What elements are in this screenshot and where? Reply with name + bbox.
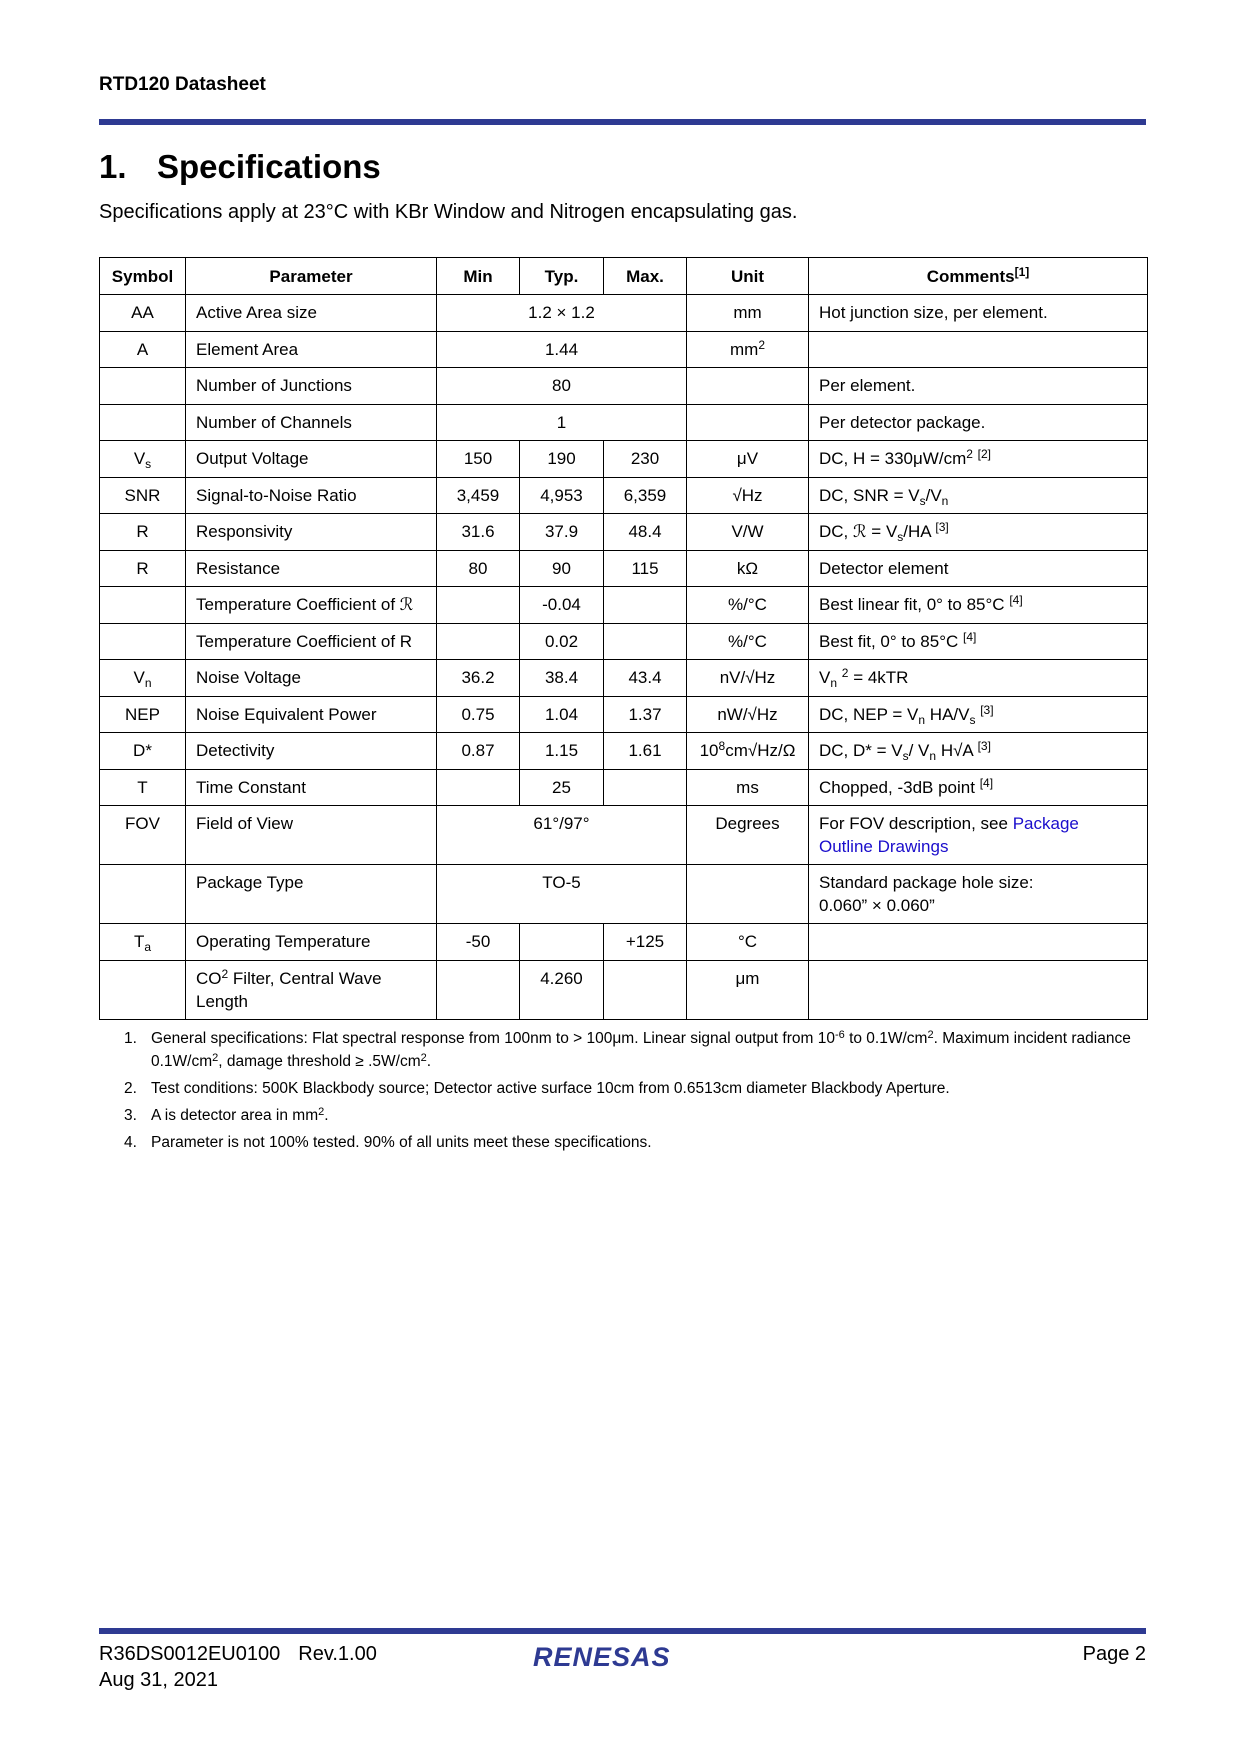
table-row: $T_a$ Operating Temperature -50 +125 °C	[100, 924, 1148, 961]
table-row: $CO^2$ Filter, Central Wave Length 4.260 μm	[100, 960, 1148, 1019]
col-max: Max.	[604, 258, 687, 295]
table-row: $V_n$ Noise Voltage 36.2 38.4 43.4 nV/√Hz $V_n$ $^2$ = 4kTR	[100, 660, 1148, 697]
intro-text: Specifications apply at 23°C with KBr Window and Nitrogen encapsulating gas.	[99, 201, 798, 223]
doc-number: R36DS0012EU0100	[99, 1643, 281, 1665]
page-number: Page 2	[1082, 1643, 1146, 1665]
col-symbol: Symbol	[100, 258, 186, 295]
header-rule	[99, 119, 1146, 125]
col-parameter: Parameter	[186, 258, 437, 295]
table-row: T Time Constant 25 ms Chopped, -3dB point [4]	[100, 769, 1148, 806]
table-row: FOV Field of View 61°/97° Degrees For FOV description, see Package Outline Drawings	[100, 806, 1148, 865]
footer-rule	[99, 1628, 1146, 1634]
col-min: Min	[437, 258, 520, 295]
table-row: Temperature Coefficient of R 0.02 %/°C Best fit, 0° to 85°C [4]	[100, 623, 1148, 660]
col-typ: Typ.	[520, 258, 604, 295]
footer-doc-info	[99, 1641, 377, 1693]
table-row: R Resistance 80 90 115 kΩ Detector element	[100, 550, 1148, 587]
renesas-logo	[533, 1640, 711, 1679]
table-row: Number of Junctions 80 Per element.	[100, 368, 1148, 405]
col-unit: Unit	[687, 258, 809, 295]
table-row: $V_s$ Output Voltage 150 190 230 μV DC, $H = 330\mu W/cm^2$ [2]	[100, 441, 1148, 478]
footnote: 2. Test conditions: 500K Blackbody source; Detector active surface 10cm from 0.6513cm diameter Blackbody Aperture.	[124, 1080, 950, 1097]
table-row: Temperature Coefficient of ℛ -0.04 %/°C Best linear fit, 0° to 85°C [4]	[100, 587, 1148, 624]
section-number: 1.	[99, 148, 127, 185]
table-row: Number of Channels 1 Per detector package.	[100, 404, 1148, 441]
package-outline-link[interactable]: Package Outline Drawings	[819, 814, 1079, 856]
col-comments: Comments[1]	[809, 258, 1148, 295]
table-row: A Element Area 1.44 $mm^2$	[100, 331, 1148, 368]
section-title	[99, 148, 381, 186]
footnote: 1. General specifications: Flat spectral response from 100nm to > 100μm. Linear signal output from $10^{-6}$ to $0.1W/cm^2$. Maximum incident radiance $0.1W/cm^2$, damage threshold ≥ $.5W/cm^2$.	[124, 1029, 1131, 1070]
table-row: SNR Signal-to-Noise Ratio 3,459 4,953 6,359 √Hz DC, SNR = $V_s/V_n$	[100, 477, 1148, 514]
svg-text:RENESAS: RENESAS	[533, 1642, 671, 1672]
table-row: R Responsivity 31.6 37.9 48.4 V/W DC, ℛ = $V_s/HA$ [3]	[100, 514, 1148, 551]
footnotes	[124, 1027, 1148, 1158]
specifications-table	[99, 257, 1148, 1020]
revision: Rev.1.00	[298, 1643, 377, 1665]
doc-date: Aug 31, 2021	[99, 1669, 218, 1691]
section-title-text: Specifications	[157, 148, 381, 185]
table-row: NEP Noise Equivalent Power 0.75 1.04 1.37 nW/√Hz DC, NEP = $V_n$ $HA/V_s$ [3]	[100, 696, 1148, 733]
header-title: RTD120 Datasheet	[99, 74, 266, 95]
table-header-row	[100, 258, 1148, 295]
table-row: D* Detectivity 0.87 1.15 1.61 $10^8cm√Hz/\Omega$ DC, $D* = V_s/$ $V_n$ H√A [3]	[100, 733, 1148, 770]
table-row: AA Active Area size 1.2 × 1.2 mm Hot junction size, per element.	[100, 295, 1148, 332]
footnote: 4. Parameter is not 100% tested. 90% of all units meet these specifications.	[124, 1134, 652, 1151]
table-row: Package Type TO-5 Standard package hole size: 0.060” × 0.060”	[100, 865, 1148, 924]
footnote: 3. A is detector area in $mm^2$.	[124, 1106, 329, 1124]
